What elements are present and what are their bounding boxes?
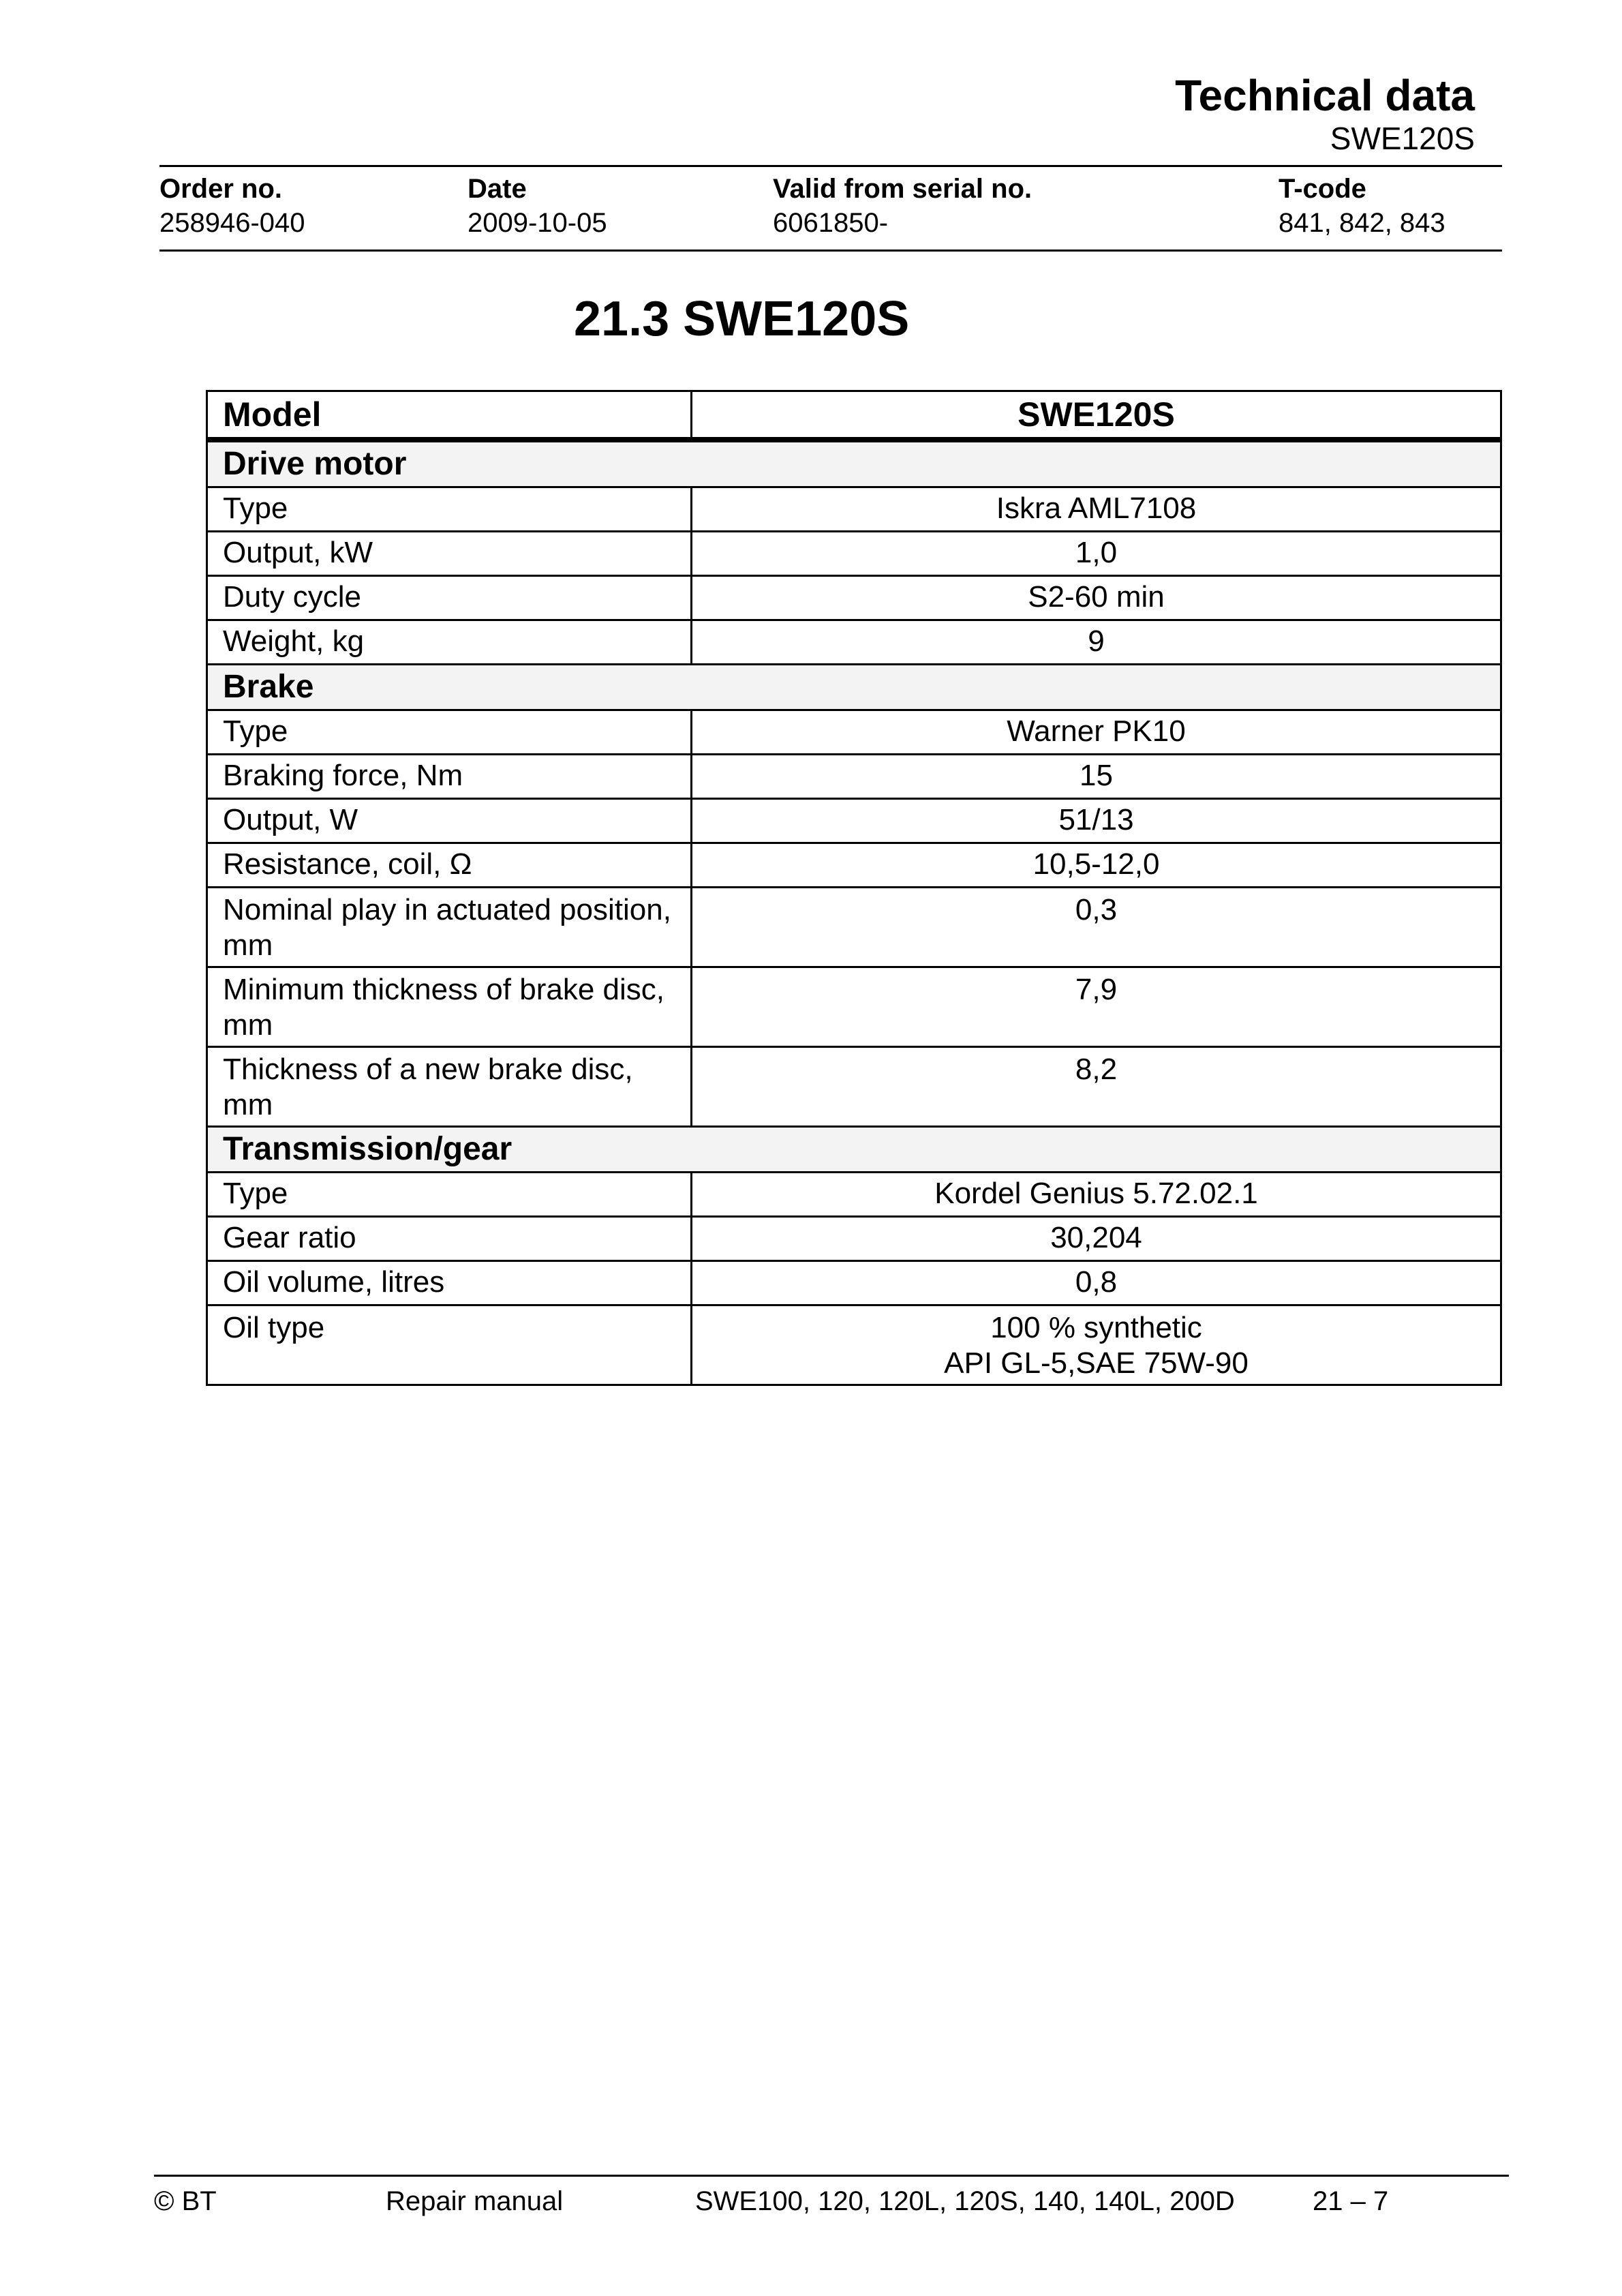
- row-label: Duty cycle: [207, 576, 692, 620]
- row-label: Nominal play in actuated position, mm: [207, 888, 692, 967]
- row-label: Minimum thickness of brake disc, mm: [207, 967, 692, 1047]
- table-row: [207, 1305, 1501, 1385]
- table-row: [207, 888, 1501, 967]
- table-row: [207, 843, 1501, 888]
- row-label: Weight, kg: [207, 620, 692, 665]
- row-label: Type: [207, 487, 692, 532]
- header-divider: [159, 165, 1502, 167]
- table-row: [207, 799, 1501, 843]
- row-value: 30,204: [692, 1217, 1501, 1261]
- row-label: Resistance, coil, Ω: [207, 843, 692, 888]
- table-row: [207, 1217, 1501, 1261]
- meta-serial: [773, 172, 1032, 240]
- row-value: S2-60 min: [692, 576, 1501, 620]
- meta-label: Order no.: [159, 174, 283, 204]
- row-value: Kordel Genius 5.72.02.1: [692, 1173, 1501, 1217]
- row-label: Type: [207, 1173, 692, 1217]
- group-row: [207, 665, 1501, 710]
- group-transmission: Transmission/gear: [207, 1127, 1501, 1173]
- page-title: Technical data: [1175, 71, 1475, 120]
- table-row: [207, 967, 1501, 1047]
- row-value: 7,9: [692, 967, 1501, 1047]
- meta-label: Date: [468, 174, 527, 204]
- model-value: SWE120S: [692, 391, 1501, 440]
- footer-copyright: © BT: [154, 2186, 217, 2216]
- row-value-line1: 100 % synthetic: [990, 1311, 1202, 1344]
- meta-label: T-code: [1279, 174, 1366, 204]
- row-value-line2: API GL-5,SAE 75W-90: [944, 1346, 1249, 1380]
- row-label: Output, kW: [207, 532, 692, 576]
- model-label: Model: [207, 391, 692, 440]
- row-value: 0,8: [692, 1261, 1501, 1305]
- meta-value: 258946-040: [159, 208, 305, 238]
- row-value: 8,2: [692, 1047, 1501, 1127]
- row-value: [692, 1305, 1501, 1385]
- row-value: 0,3: [692, 888, 1501, 967]
- row-value: Iskra AML7108: [692, 487, 1501, 532]
- meta-divider: [159, 250, 1502, 252]
- row-value: 10,5-12,0: [692, 843, 1501, 888]
- group-brake: Brake: [207, 665, 1501, 710]
- table-header-row: [207, 391, 1501, 440]
- meta-t-code: [1279, 172, 1445, 240]
- page-subtitle: SWE120S: [1330, 121, 1475, 156]
- table-row: [207, 710, 1501, 755]
- row-label: Braking force, Nm: [207, 755, 692, 799]
- meta-value: 841, 842, 843: [1279, 208, 1445, 238]
- table-row: [207, 755, 1501, 799]
- row-label: Output, W: [207, 799, 692, 843]
- table-row: [207, 620, 1501, 665]
- table-row: [207, 576, 1501, 620]
- spec-table: [206, 390, 1502, 1386]
- group-row: [207, 440, 1501, 487]
- footer-divider: [154, 2175, 1509, 2177]
- row-value: 15: [692, 755, 1501, 799]
- footer-models: SWE100, 120, 120L, 120S, 140, 140L, 200D: [695, 2186, 1235, 2216]
- meta-date: [468, 172, 607, 240]
- table-row: [207, 487, 1501, 532]
- meta-value: 2009-10-05: [468, 208, 607, 238]
- footer-manual: Repair manual: [386, 2186, 564, 2216]
- table-row: [207, 532, 1501, 576]
- row-value: Warner PK10: [692, 710, 1501, 755]
- row-label: Gear ratio: [207, 1217, 692, 1261]
- row-value: 51/13: [692, 799, 1501, 843]
- row-label: Oil volume, litres: [207, 1261, 692, 1305]
- table-row: [207, 1047, 1501, 1127]
- meta-label: Valid from serial no.: [773, 174, 1032, 204]
- footer-page-number: 21 – 7: [1313, 2186, 1389, 2216]
- row-label: Type: [207, 710, 692, 755]
- row-value: 9: [692, 620, 1501, 665]
- row-value: 1,0: [692, 532, 1501, 576]
- row-label: Oil type: [207, 1305, 692, 1385]
- meta-order-no: [159, 172, 305, 240]
- group-drive-motor: Drive motor: [207, 440, 1501, 487]
- section-title: 21.3 SWE120S: [574, 292, 910, 346]
- table-row: [207, 1261, 1501, 1305]
- meta-value: 6061850-: [773, 208, 889, 238]
- table-row: [207, 1173, 1501, 1217]
- group-row: [207, 1127, 1501, 1173]
- row-label: Thickness of a new brake disc, mm: [207, 1047, 692, 1127]
